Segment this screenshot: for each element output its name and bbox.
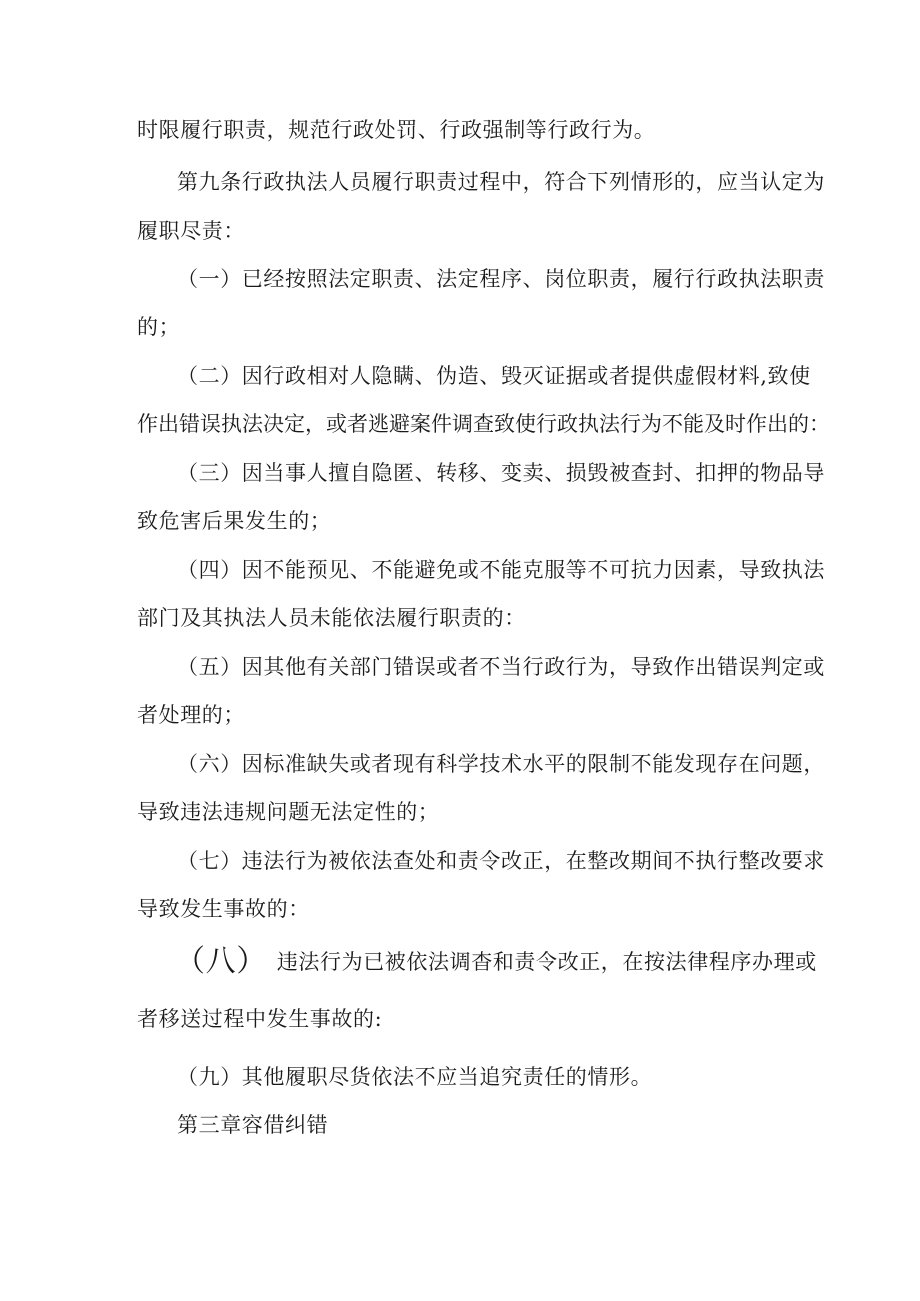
item-3-line-1: （三）因当事人擅自隐匿、转移、变卖、损毁被查封、扣押的物品导: [177, 461, 825, 485]
item-6-line-2: 导致违法违规问题无法定性的；: [137, 800, 440, 824]
item-7-line-2: 导致发生事故的：: [137, 897, 310, 921]
item-9-line: （九）其他履职尽货依法不应当追究责任的情形。: [177, 1065, 653, 1089]
item-7-line-1: （七）违法行为被依法查处和责令改正，在整改期间不执行整改要求: [177, 849, 825, 873]
continuation-line: 时限履行职责，规范行政处罚、行政强制等行政行为。: [137, 118, 656, 142]
item-5-line-2: 者处理的；: [137, 703, 245, 727]
article-9-line-2: 履职尽责：: [137, 219, 245, 243]
item-8-line-1: [175, 944, 817, 979]
chapter-3-heading: 第三章容借纠错: [177, 1113, 329, 1137]
item-4-line-2: 部门及其执法人员未能依法履行职责的：: [137, 606, 526, 630]
item-8-marker: （八）: [175, 944, 267, 979]
item-4-line-1: （四）因不能预见、不能避免或不能克服等不可抗力因素，导致执法: [177, 558, 825, 582]
article-9-line-1: 第九条行政执法人员履行职责过程中，符合下列情形的，应当认定为: [177, 170, 825, 194]
item-1-line-2: 的；: [137, 315, 181, 339]
item-8-text: 违法行为已被依法调杳和责令改正，在按法律程序办理或: [276, 950, 817, 974]
item-2-line-2: 作出错误执法决定，或者逃避案件调查致使行政执法行为不能及时作出的：: [137, 412, 830, 436]
item-8-line-2: 者移送过程中发生事故的:: [137, 1007, 383, 1031]
item-6-line-1: （六）因标准缺失或者现有科学技术水平的限制不能发现存在问题，: [177, 752, 825, 776]
item-5-line-1: （五）因其他有关部门错误或者不当行政行为，导致作出错误判定或: [177, 655, 825, 679]
item-3-line-2: 致危害后果发生的；: [137, 509, 332, 533]
item-1-line-1: （一）已经按照法定职责、法定程序、岗位职责，履行行政执法职责: [177, 267, 825, 291]
item-2-line-1: （二）因行政相对人隐瞒、伪造、毁灭证据或者提供虚假材料,致使: [177, 364, 811, 388]
